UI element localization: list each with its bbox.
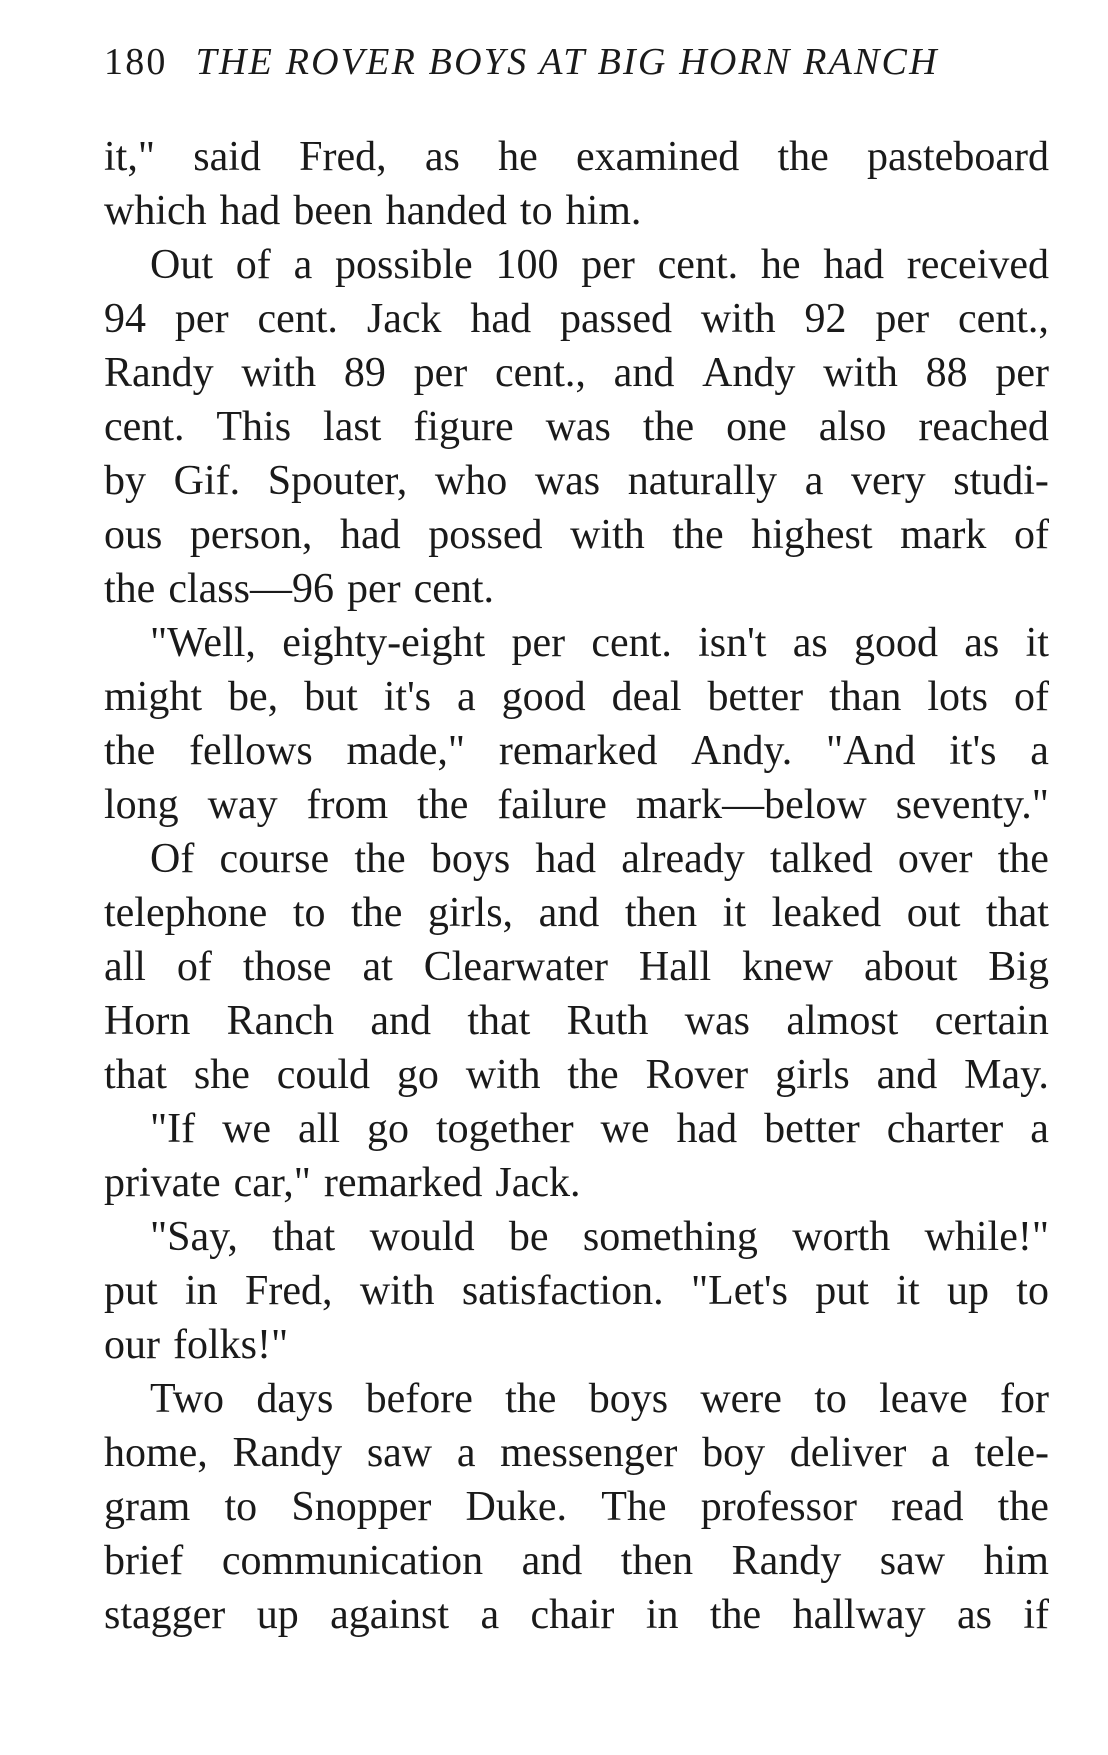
text-line: the fellows made," remarked Andy. "And it's a [104, 728, 1049, 774]
text-line: "If we all go together we had better charter a [150, 1106, 1049, 1152]
body-text [104, 130, 1049, 1642]
text-line: brief communication and then Randy saw him [104, 1538, 1049, 1584]
text-line: private car," remarked Jack. [104, 1160, 581, 1206]
text-line: that she could go with the Rover girls and May. [104, 1052, 1049, 1098]
text-line: all of those at Clearwater Hall knew about Big [104, 944, 1049, 990]
running-header [104, 40, 1049, 98]
text-line: which had been handed to him. [104, 188, 642, 234]
text-line: 94 per cent. Jack had passed with 92 per cent., [104, 296, 1049, 342]
text-line: telephone to the girls, and then it leaked out that [104, 890, 1049, 936]
text-line: Randy with 89 per cent., and Andy with 88 per [104, 350, 1049, 396]
text-line: "Say, that would be something worth while!" [150, 1214, 1049, 1260]
text-line: by Gif. Spouter, who was naturally a very studi- [104, 458, 1049, 504]
page-number: 180 [104, 41, 168, 83]
text-line: Of course the boys had already talked over the [150, 836, 1049, 882]
running-title: THE ROVER BOYS AT BIG HORN RANCH [195, 41, 939, 83]
text-line: might be, but it's a good deal better than lots of [104, 674, 1049, 720]
book-page [104, 40, 1049, 1642]
text-line: the class—96 per cent. [104, 566, 495, 612]
text-line: cent. This last figure was the one also reached [104, 404, 1049, 450]
text-line: long way from the failure mark—below seventy." [104, 782, 1049, 828]
text-line: Horn Ranch and that Ruth was almost certain [104, 998, 1049, 1044]
text-line: home, Randy saw a messenger boy deliver a tele- [104, 1430, 1049, 1476]
text-line: our folks!" [104, 1322, 289, 1368]
text-line: Two days before the boys were to leave for [150, 1376, 1049, 1422]
text-line: gram to Snopper Duke. The professor read the [104, 1484, 1049, 1530]
text-line: ous person, had possed with the highest mark of [104, 512, 1049, 558]
text-line: stagger up against a chair in the hallway as if [104, 1592, 1049, 1638]
text-line: "Well, eighty-eight per cent. isn't as good as it [150, 620, 1049, 666]
text-line: Out of a possible 100 per cent. he had received [150, 242, 1049, 288]
text-line: put in Fred, with satisfaction. "Let's put it up to [104, 1268, 1049, 1314]
text-line: it," said Fred, as he examined the pasteboard [104, 134, 1049, 180]
